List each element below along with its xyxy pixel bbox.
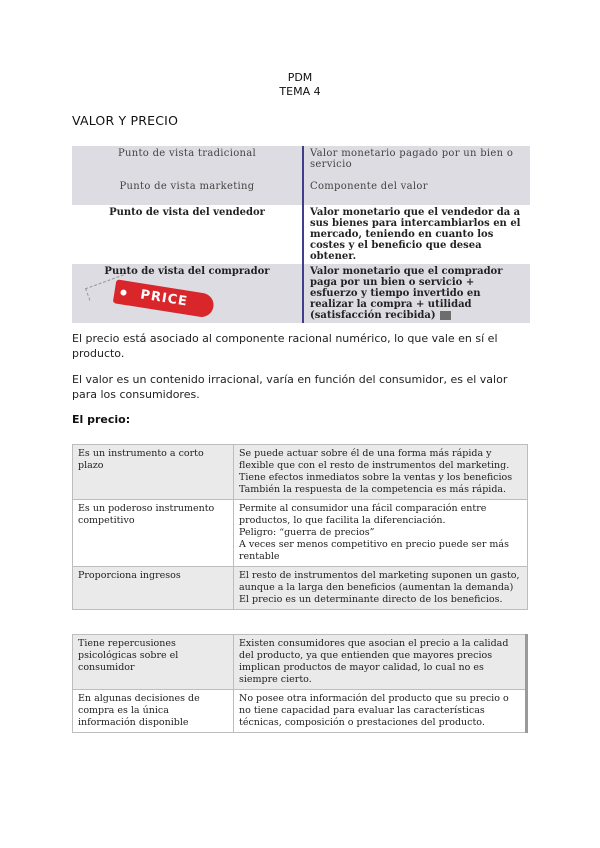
price-characteristics-table [72, 444, 528, 610]
cell-line: Permite al consumidor una fácil comparación entre productos, lo que facilita la diferenciación. [239, 503, 487, 526]
table-cell-right [234, 500, 528, 567]
value-price-table [72, 146, 530, 323]
table-cell-left [72, 264, 303, 323]
table-row [73, 567, 528, 610]
table-cell-left: Es un instrumento a corto plazo [73, 445, 234, 500]
price-tag-image [78, 277, 296, 317]
section-title: VALOR Y PRECIO [72, 113, 179, 128]
table-cell-right: No posee otra información del producto que su precio o no tiene capacidad para evaluar las características técnicas, composición o prestaciones del producto. [234, 690, 527, 733]
table-row [73, 445, 528, 500]
price-tag-hole [120, 289, 127, 296]
price-tag-icon [113, 279, 216, 318]
table-cell-left: Tiene repercusiones psicológicas sobre el consumidor [73, 635, 234, 690]
table-cell-right: Componente del valor [303, 179, 530, 205]
header-topic: TEMA 4 [279, 85, 321, 98]
table-cell-right: Existen consumidores que asocian el precio a la calidad del producto, ya que entienden que mayores precios implican productos de mayor calidad, lo cual no es siempre cierto. [234, 635, 527, 690]
document-header [0, 71, 600, 99]
table-cell-left: Punto de vista marketing [72, 179, 303, 205]
table-cell-right: Valor monetario pagado por un bien o servicio [303, 146, 530, 179]
table-cell-right [303, 264, 530, 323]
table-cell-left: Punto de vista del vendedor [72, 205, 303, 264]
table-row [73, 500, 528, 567]
paragraph-price: El precio está asociado al componente racional numérico, lo que vale en sí el producto. [72, 332, 498, 360]
table-cell-left: En algunas decisiones de compra es la única información disponible [73, 690, 234, 733]
square-marker-icon [440, 311, 451, 320]
table-row [72, 264, 530, 323]
buyer-viewpoint-text: Valor monetario que el comprador paga por un bien o servicio + esfuerzo y tiempo invertido en realizar la compra + utilidad (satisfacción recibida) [310, 266, 503, 321]
buyer-viewpoint-label: Punto de vista del comprador [104, 266, 270, 277]
table-row [72, 205, 530, 264]
table-row [72, 146, 530, 179]
price-label: El precio: [72, 413, 131, 426]
table-row [73, 690, 527, 733]
paragraph-value: El valor es un contenido irracional, varía en función del consumidor, es el valor para los consumidores. [72, 373, 508, 401]
table-cell-right: Valor monetario que el vendedor da a sus bienes para intercambiarlos en el mercado, teniendo en cuanto los costes y el beneficio que desea obtener. [303, 205, 530, 264]
table-cell-left: Es un poderoso instrumento competitivo [73, 500, 234, 567]
price-tag-text: PRICE [139, 287, 189, 310]
table-cell-left: Punto de vista tradicional [72, 146, 303, 179]
cell-line: A veces ser menos competitivo en precio puede ser más rentable [239, 539, 509, 562]
table-row [72, 179, 530, 205]
header-course: PDM [287, 71, 313, 84]
cell-line: Peligro: “guerra de precios” [239, 527, 375, 538]
table-cell-right: El resto de instrumentos del marketing suponen un gasto, aunque a la larga den beneficios (aumentan la demanda) El precio es un determinante directo de los beneficios. [234, 567, 528, 610]
table-cell-right: Se puede actuar sobre él de una forma más rápida y flexible que con el resto de instrumentos del marketing. Tiene efectos inmediatos sobre la ventas y los beneficios También la respuesta de la competencia es más rápida. [234, 445, 528, 500]
table-row [73, 635, 527, 690]
price-psychology-table [72, 634, 528, 733]
table-cell-left: Proporciona ingresos [73, 567, 234, 610]
